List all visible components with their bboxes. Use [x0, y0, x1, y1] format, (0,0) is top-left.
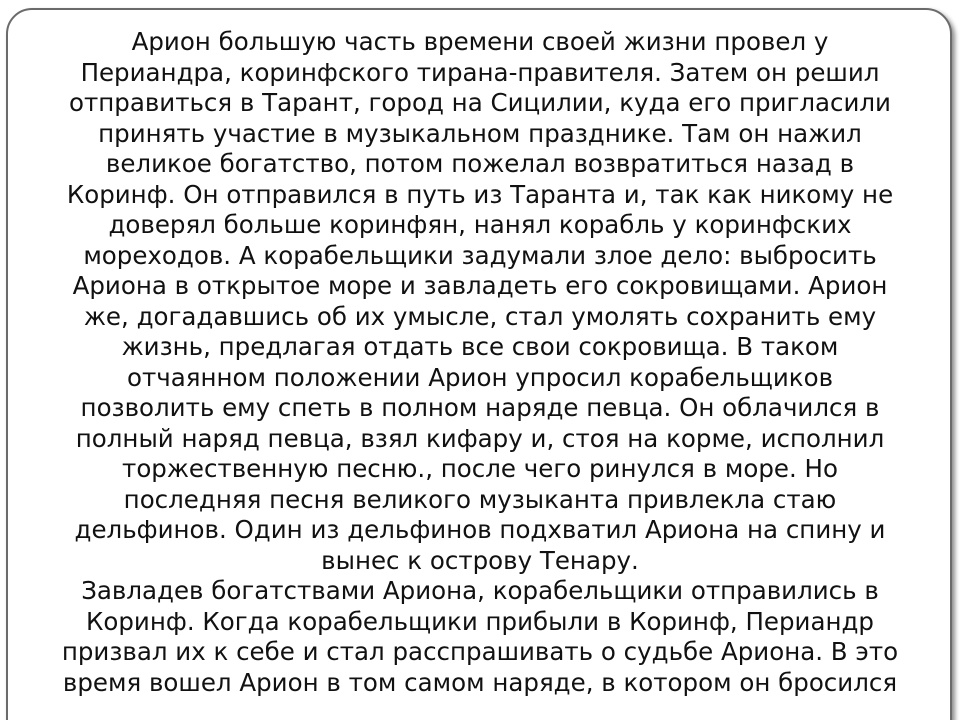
- text-line: время вошел Арион в том самом наряде, в котором он бросился: [62, 667, 898, 697]
- text-line: дельфинов. Один из дельфинов подхватил Ариона на спину и: [74, 515, 886, 544]
- text-line: Арион большую часть времени своей жизни провел у: [131, 27, 829, 56]
- text-line: Завладев богатствами Ариона, корабельщики отправились в: [81, 576, 879, 605]
- text-line: доверял больше коринфян, нанял корабль у коринфских: [108, 210, 852, 239]
- text-line: Коринф. Когда корабельщики прибыли в Коринф, Периандр: [86, 606, 874, 636]
- text-line: отчаянном положении Арион упросил корабельщиков: [126, 362, 834, 392]
- text-line: торжественную песню., после чего ринулся в море. Но: [122, 454, 838, 483]
- text-line: последняя песня великого музыканта привлекла стаю: [123, 484, 837, 514]
- text-line: отправиться в Тарант, город на Сицилии, куда его пригласили: [69, 88, 891, 117]
- text-line: мореходов. А корабельщики задумали злое дело: выбросить: [83, 240, 877, 270]
- text-line: жизнь, предлагая отдать все свои сокровища. В таком: [121, 332, 839, 361]
- story-text: [20, 27, 940, 698]
- text-line: вынес к острову Тенару.: [321, 545, 639, 575]
- text-line: позволить ему спеть в полном наряде певца. Он облачился в: [80, 393, 880, 422]
- text-line: полный наряд певца, взял кифару и, стоя на корме, исполнил: [75, 423, 885, 453]
- text-line: же, догадавшись об их умысле, стал умолять сохранить ему: [83, 301, 877, 331]
- text-line: Ариона в открытое море и завладеть его сокровищами. Арион: [72, 271, 888, 300]
- text-line: великое богатство, потом пожелал возвратиться назад в: [105, 149, 855, 178]
- text-line: Периандра, коринфского тирана-правителя. Затем он решил: [80, 57, 880, 87]
- text-line: Коринф. Он отправился в путь из Таранта и, так как никому не: [66, 179, 894, 209]
- text-line: призвал их к себе и стал расспрашивать о судьбе Ариона. В это: [61, 637, 899, 666]
- text-line: принять участие в музыкальном празднике. Там он нажил: [98, 118, 862, 148]
